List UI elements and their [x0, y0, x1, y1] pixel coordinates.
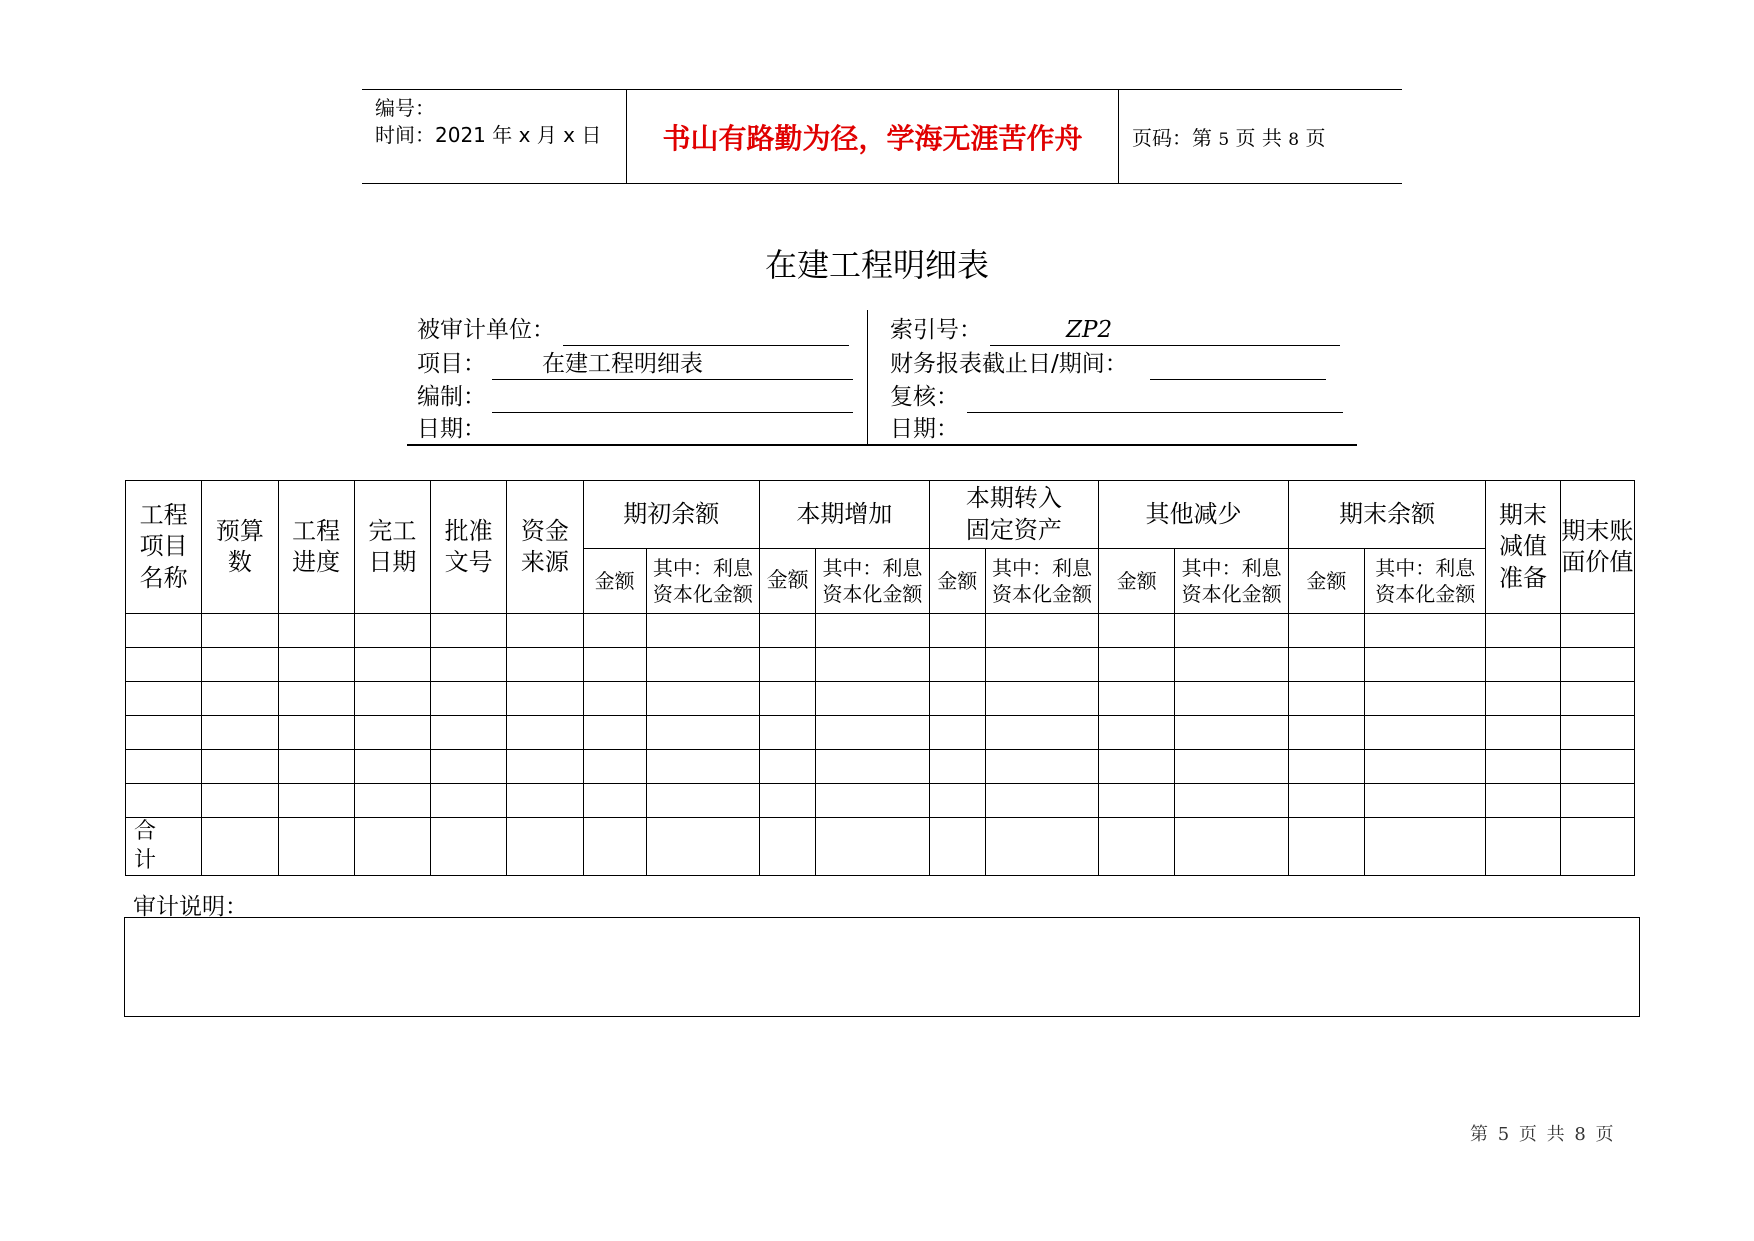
page-header — [362, 89, 1402, 184]
total-row — [126, 818, 1635, 876]
table-cell[interactable] — [202, 648, 278, 682]
table-row — [126, 614, 1635, 648]
table-cell[interactable] — [431, 784, 507, 818]
table-cell[interactable] — [126, 750, 202, 784]
table-cell[interactable] — [1099, 716, 1175, 750]
table-cell[interactable] — [985, 716, 1098, 750]
info-bottom-rule — [407, 444, 1357, 446]
project-row — [417, 347, 853, 380]
table-cell[interactable] — [507, 784, 583, 818]
table-cell[interactable] — [431, 716, 507, 750]
table-cell[interactable] — [816, 716, 929, 750]
col-book-value: 期末账 面价值 — [1560, 481, 1634, 614]
sub-amount: 金额 — [1099, 549, 1175, 614]
page-total: 8 — [1288, 130, 1300, 150]
table-cell[interactable] — [1175, 716, 1288, 750]
sub-interest-capitalized: 其中：利息 资本化金额 — [1175, 549, 1288, 614]
col-impairment-reserve: 期末 减值 准备 — [1486, 481, 1560, 614]
period-label: 财务报表截止日/期间： — [890, 351, 1128, 377]
sub-interest-capitalized: 其中：利息 资本化金额 — [646, 549, 759, 614]
audited-unit-field[interactable] — [563, 315, 849, 346]
table-cell[interactable] — [1486, 648, 1560, 682]
date2-label: 日期： — [890, 416, 959, 442]
table-cell[interactable] — [646, 682, 759, 716]
sub-interest-capitalized: 其中：利息 资本化金额 — [985, 549, 1098, 614]
table-cell[interactable] — [1365, 648, 1486, 682]
sub-amount: 金额 — [1288, 549, 1364, 614]
table-cell[interactable] — [583, 784, 646, 818]
col-approval-no: 批准 文号 — [431, 481, 507, 614]
table-cell[interactable] — [126, 614, 202, 648]
header-meta-cell — [362, 90, 627, 183]
col-budget: 预算 数 — [202, 481, 278, 614]
group-current-increase: 本期增加 — [760, 481, 930, 549]
header-page-cell — [1119, 90, 1402, 183]
project-value: 在建工程明细表 — [542, 351, 703, 377]
table-cell[interactable] — [929, 784, 985, 818]
table-cell[interactable] — [760, 648, 816, 682]
table-cell[interactable] — [1365, 784, 1486, 818]
page-suffix: 页 — [1305, 126, 1326, 150]
group-opening-balance: 期初余额 — [583, 481, 760, 549]
sub-interest-capitalized: 其中：利息 资本化金额 — [1365, 549, 1486, 614]
table-cell[interactable] — [1288, 716, 1364, 750]
table-cell[interactable] — [646, 648, 759, 682]
table-cell[interactable] — [1560, 750, 1634, 784]
table-cell[interactable] — [202, 614, 278, 648]
table-cell[interactable] — [583, 648, 646, 682]
info-divider — [867, 310, 868, 446]
table-cell[interactable] — [278, 614, 354, 648]
table-cell[interactable] — [1175, 784, 1288, 818]
table-cell[interactable] — [760, 614, 816, 648]
table-cell[interactable] — [985, 648, 1098, 682]
table-cell[interactable] — [985, 818, 1098, 876]
table-cell[interactable] — [507, 648, 583, 682]
index-row — [890, 313, 1340, 346]
table-cell[interactable] — [646, 614, 759, 648]
table-cell[interactable] — [583, 750, 646, 784]
table-cell[interactable] — [1560, 648, 1634, 682]
table-cell[interactable] — [1365, 682, 1486, 716]
table-cell[interactable] — [816, 818, 929, 876]
table-cell[interactable] — [1175, 818, 1288, 876]
table-cell[interactable] — [431, 750, 507, 784]
table-cell[interactable] — [929, 648, 985, 682]
table-row — [126, 750, 1635, 784]
table-cell[interactable] — [646, 784, 759, 818]
table-cell[interactable] — [760, 750, 816, 784]
table-cell[interactable] — [1175, 750, 1288, 784]
table-cell[interactable] — [431, 648, 507, 682]
table-cell[interactable] — [354, 648, 430, 682]
audit-info-block — [407, 310, 1357, 446]
construction-in-progress-table — [125, 480, 1635, 876]
table-cell[interactable] — [202, 784, 278, 818]
table-cell[interactable] — [1288, 818, 1364, 876]
table-cell[interactable] — [202, 818, 278, 876]
table-cell[interactable] — [929, 716, 985, 750]
serial-label: 编号： — [375, 96, 435, 120]
table-cell[interactable] — [1175, 648, 1288, 682]
table-cell[interactable] — [816, 682, 929, 716]
table-cell[interactable] — [1099, 614, 1175, 648]
sub-amount: 金额 — [929, 549, 985, 614]
table-cell[interactable] — [1365, 614, 1486, 648]
table-cell[interactable] — [1099, 818, 1175, 876]
date2-row — [890, 412, 1343, 445]
table-cell[interactable] — [1560, 682, 1634, 716]
table-cell[interactable] — [1486, 784, 1560, 818]
table-cell[interactable] — [583, 716, 646, 750]
date-label: 日期： — [417, 416, 486, 442]
table-cell[interactable] — [1560, 716, 1634, 750]
table-cell[interactable] — [985, 784, 1098, 818]
sub-interest-capitalized: 其中：利息 资本化金额 — [816, 549, 929, 614]
col-project-name: 工程 项目 名称 — [126, 481, 202, 614]
table-cell[interactable] — [354, 716, 430, 750]
table-cell[interactable] — [126, 648, 202, 682]
group-closing-balance: 期末余额 — [1288, 481, 1486, 549]
total-label: 合 计 — [126, 818, 202, 876]
table-cell[interactable] — [202, 716, 278, 750]
table-cell[interactable] — [1288, 750, 1364, 784]
table-cell[interactable] — [646, 818, 759, 876]
table-cell[interactable] — [1486, 750, 1560, 784]
project-field[interactable] — [492, 350, 853, 380]
table-cell[interactable] — [760, 818, 816, 876]
page-current: 5 — [1218, 130, 1230, 150]
table-cell[interactable] — [760, 784, 816, 818]
table-cell[interactable] — [929, 818, 985, 876]
page-number-info — [1132, 122, 1325, 151]
index-field[interactable] — [990, 316, 1340, 346]
table-cell[interactable] — [1175, 614, 1288, 648]
group-other-decrease: 其他减少 — [1099, 481, 1289, 549]
table-cell[interactable] — [816, 750, 929, 784]
motto-text: 书山有路勤为径，学海无涯苦作舟 — [662, 121, 1083, 155]
table-cell[interactable] — [1099, 648, 1175, 682]
table-cell[interactable] — [1486, 818, 1560, 876]
prepared-row — [417, 380, 853, 413]
time-label: 时间：2021 年 x 月 x 日 — [375, 123, 602, 147]
audited-unit-row — [417, 313, 849, 346]
table-cell[interactable] — [760, 716, 816, 750]
page-mid: 页 共 — [1235, 126, 1282, 150]
review-row — [890, 380, 1343, 413]
table-cell[interactable] — [507, 682, 583, 716]
col-completion-date: 完工 日期 — [354, 481, 430, 614]
table-cell[interactable] — [1099, 784, 1175, 818]
table-cell[interactable] — [431, 818, 507, 876]
table-cell[interactable] — [646, 716, 759, 750]
table-cell[interactable] — [1099, 750, 1175, 784]
table-cell[interactable] — [202, 682, 278, 716]
table-cell[interactable] — [985, 750, 1098, 784]
document-title: 在建工程明细表 — [764, 246, 989, 284]
prepared-field[interactable] — [492, 382, 853, 413]
table-cell[interactable] — [126, 784, 202, 818]
table-cell[interactable] — [583, 614, 646, 648]
table-cell[interactable] — [1486, 614, 1560, 648]
table-cell[interactable] — [929, 750, 985, 784]
table-cell[interactable] — [646, 750, 759, 784]
table-cell[interactable] — [354, 818, 430, 876]
group-transfer-fixed-assets: 本期转入 固定资产 — [929, 481, 1099, 549]
table-cell[interactable] — [278, 716, 354, 750]
table-cell[interactable] — [1560, 818, 1634, 876]
table-body — [126, 614, 1635, 876]
sub-amount: 金额 — [760, 549, 816, 614]
table-cell[interactable] — [1099, 682, 1175, 716]
table-cell[interactable] — [1365, 750, 1486, 784]
table-cell[interactable] — [354, 784, 430, 818]
table-cell[interactable] — [1288, 682, 1364, 716]
table-cell[interactable] — [583, 682, 646, 716]
table-row — [126, 716, 1635, 750]
table-cell[interactable] — [278, 818, 354, 876]
table-cell[interactable] — [278, 784, 354, 818]
table-cell[interactable] — [202, 750, 278, 784]
table-cell[interactable] — [1486, 716, 1560, 750]
table-cell[interactable] — [507, 818, 583, 876]
audit-notes-box[interactable] — [124, 917, 1640, 1017]
review-field[interactable] — [967, 382, 1343, 413]
table-cell[interactable] — [985, 682, 1098, 716]
table-cell[interactable] — [985, 614, 1098, 648]
page-prefix: 页码：第 — [1132, 126, 1212, 150]
table-cell[interactable] — [278, 682, 354, 716]
table-cell[interactable] — [507, 716, 583, 750]
index-label: 索引号： — [890, 317, 982, 343]
col-progress: 工程 进度 — [278, 481, 354, 614]
table-cell[interactable] — [278, 750, 354, 784]
table-cell[interactable] — [816, 614, 929, 648]
table-cell[interactable] — [507, 750, 583, 784]
table-cell[interactable] — [126, 716, 202, 750]
table-cell[interactable] — [929, 682, 985, 716]
audit-notes-label: 审计说明： — [133, 894, 248, 920]
table-cell[interactable] — [816, 648, 929, 682]
table-cell[interactable] — [354, 614, 430, 648]
period-field[interactable] — [1150, 349, 1326, 380]
page-footer: 第 5 页 共 8 页 — [1470, 1124, 1614, 1145]
table-cell[interactable] — [1486, 682, 1560, 716]
review-label: 复核： — [890, 384, 959, 410]
period-row — [890, 347, 1326, 380]
table-row — [126, 682, 1635, 716]
table-row — [126, 784, 1635, 818]
table-cell[interactable] — [760, 682, 816, 716]
table-cell[interactable] — [431, 682, 507, 716]
table-cell[interactable] — [1560, 784, 1634, 818]
date2-field[interactable] — [967, 414, 1343, 445]
table-cell[interactable] — [354, 682, 430, 716]
table-cell[interactable] — [507, 614, 583, 648]
table-cell[interactable] — [1288, 648, 1364, 682]
table-cell[interactable] — [278, 648, 354, 682]
table-cell[interactable] — [1560, 614, 1634, 648]
col-funding-source: 资金 来源 — [507, 481, 583, 614]
table-cell[interactable] — [1365, 818, 1486, 876]
table-cell[interactable] — [354, 750, 430, 784]
audited-unit-label: 被审计单位： — [417, 317, 555, 343]
prepared-label: 编制： — [417, 384, 486, 410]
header-row-1 — [126, 481, 1635, 549]
index-value: ZP2 — [1066, 317, 1113, 343]
table-cell[interactable] — [583, 818, 646, 876]
table-cell[interactable] — [431, 614, 507, 648]
date-row — [417, 412, 853, 445]
project-label: 项目： — [417, 351, 486, 377]
date-field[interactable] — [492, 414, 853, 445]
table-row — [126, 648, 1635, 682]
table-cell[interactable] — [1365, 716, 1486, 750]
table-cell[interactable] — [126, 682, 202, 716]
table-cell[interactable] — [1288, 784, 1364, 818]
table-cell[interactable] — [1175, 682, 1288, 716]
table-cell[interactable] — [1288, 614, 1364, 648]
table-cell[interactable] — [929, 614, 985, 648]
sub-amount: 金额 — [583, 549, 646, 614]
header-motto-cell — [627, 90, 1119, 183]
table-cell[interactable] — [816, 784, 929, 818]
